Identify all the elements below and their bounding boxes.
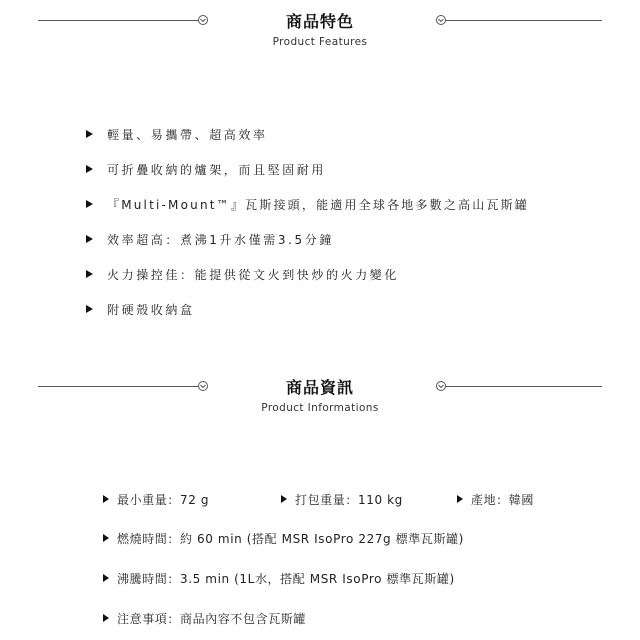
bullet-triangle-icon [86,270,93,278]
divider-line-right [446,20,602,21]
chevron-circle-icon [436,15,446,25]
info-text: 產地：韓國 [471,492,535,507]
info-text: 最小重量：72 g [117,492,210,507]
bullet-triangle-icon [86,165,93,173]
bullet-triangle-icon [86,305,93,313]
bullet-triangle-icon [86,200,93,208]
feature-item [86,125,268,143]
feature-text: 效率超高：煮沸1升水僅需3.5分鐘 [107,232,334,247]
bullet-triangle-icon [103,534,109,542]
divider-line-right [446,386,602,387]
feature-item [86,195,529,213]
feature-text: 輕量、易攜帶、超高效率 [107,127,268,142]
feature-text: 附硬殼收納盒 [107,302,195,317]
info-item-min-weight [103,490,209,508]
features-header [0,0,640,50]
bullet-triangle-icon [103,495,109,503]
info-text: 沸騰時間：3.5 min (1L水，搭配 MSR IsoPro 標準瓦斯罐) [117,571,455,586]
bullet-triangle-icon [457,495,463,503]
info-item-notice [103,609,306,627]
info-subtitle: Product Informations [261,402,379,414]
features-title: 商品特色 [285,12,354,31]
feature-text: 火力操控佳：能提供從文火到快炒的火力變化 [107,267,400,282]
info-text: 注意事項：商品內容不包含瓦斯罐 [117,611,307,626]
bullet-triangle-icon [86,130,93,138]
info-title: 商品資訊 [285,378,354,397]
bullet-triangle-icon [281,495,287,503]
bullet-triangle-icon [86,235,93,243]
bullet-triangle-icon [103,574,109,582]
info-item-pack-weight [281,490,403,508]
info-header [0,366,640,416]
feature-item [86,300,195,318]
features-subtitle: Product Features [272,36,368,48]
feature-text: 『Multi-Mount™』瓦斯接頭，能適用全球各地多數之高山瓦斯罐 [107,197,530,212]
info-text: 打包重量：110 kg [295,492,403,507]
feature-item [86,265,399,283]
feature-item [86,160,326,178]
info-item-boil-time [103,569,455,587]
feature-item [86,230,334,248]
feature-text: 可折疊收納的爐架，而且堅固耐用 [107,162,327,177]
info-item-origin [457,490,534,508]
bullet-triangle-icon [103,614,109,622]
chevron-circle-icon [436,381,446,391]
info-text: 燃燒時間：約 60 min (搭配 MSR IsoPro 227g 標準瓦斯罐) [117,531,464,546]
info-item-burn-time [103,529,464,547]
